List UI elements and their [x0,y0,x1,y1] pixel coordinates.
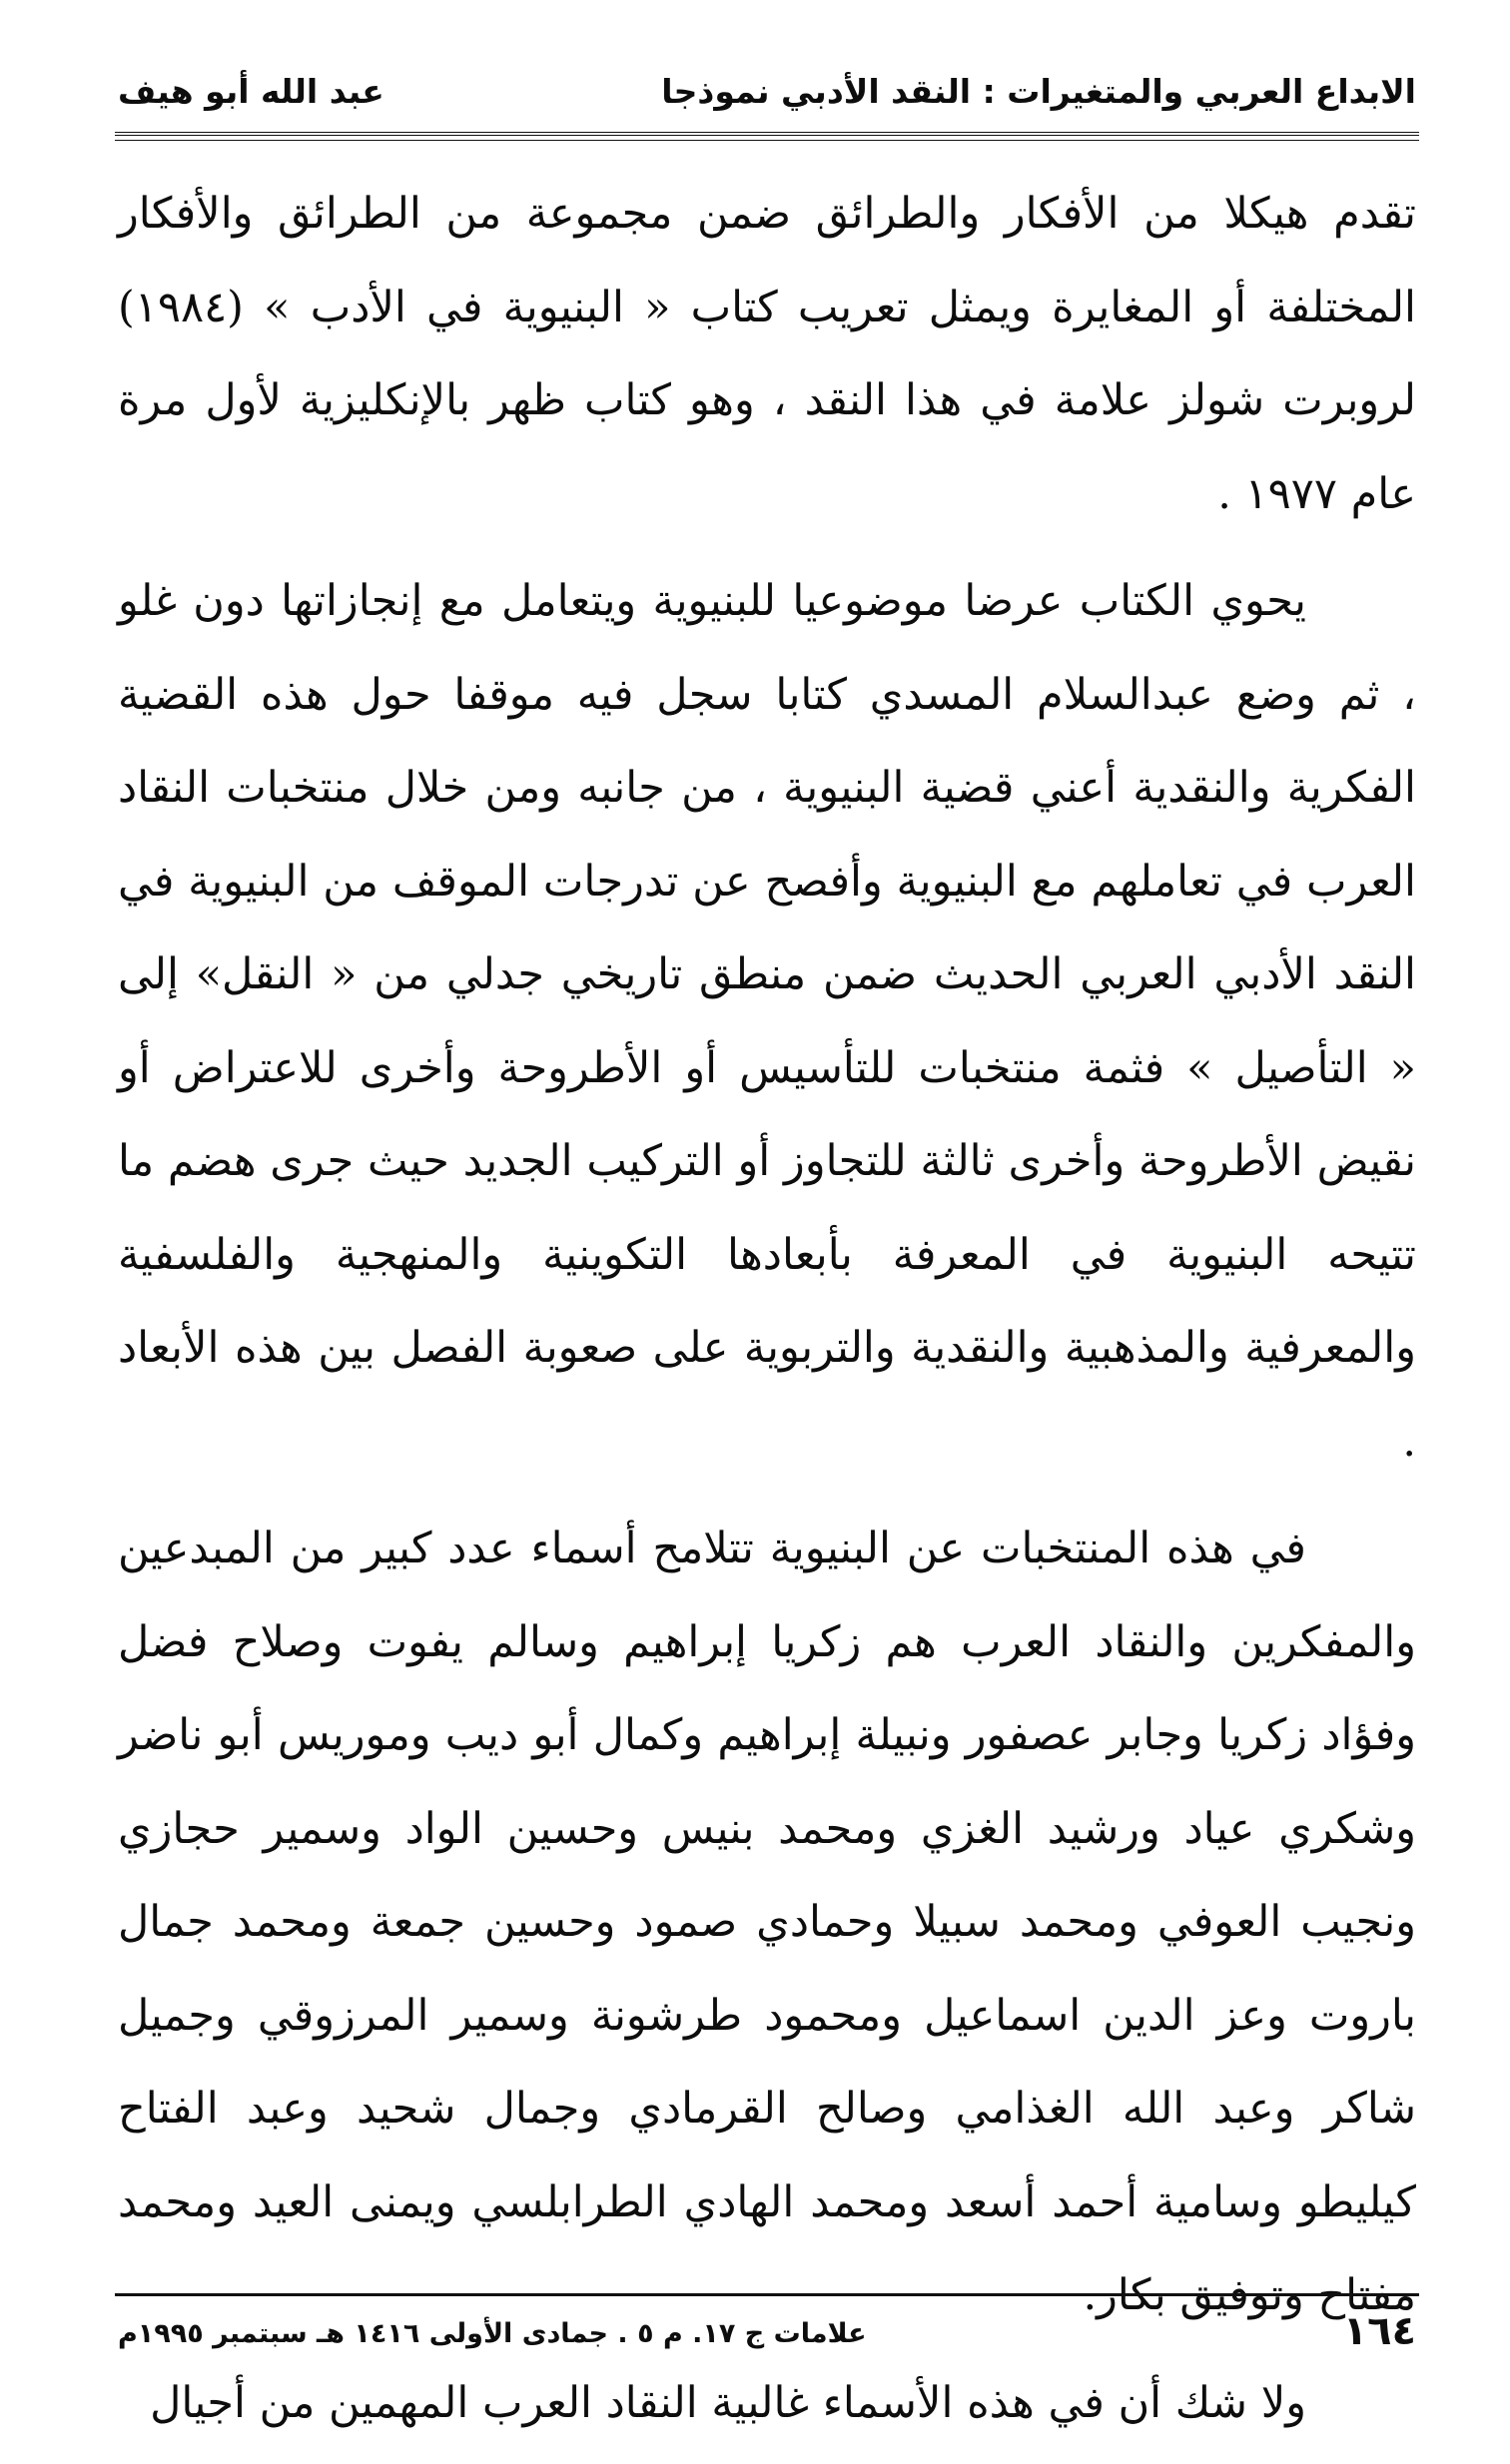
paragraph: في هذه المنتخبات عن البنيوية تتلامح أسماء عدد كبير من المبدعين والمفكرين والنقاد العرب هم زكريا إبراهيم وسالم يفوت وصلاح فضل وفؤاد زكريا وجابر عصفور ونبيلة إبراهيم وكمال أبو ديب وموريس أبو ناضر وشكري عياد ورشيد الغزي ومحمد بنيس وحسين الواد وسمير حجازي ونجيب العوفي ومحمد سبيلا وحمادي صمود وحسين جمعة ومحمد جمال باروت وعز الدين اسماعيل ومحمود طرشونة وسمير المرزوقي وجميل شاكر وعبد الله الغذامي وصالح القرمادي وجمال شحيد وعبد الفتاح كيليطو وسامية أحمد أسعد ومحمد الهادي الطرابلسي ويمنى العيد ومحمد مفتاح وتوفيق بكار. [118,1524,1416,2320]
running-footer [118,2308,1416,2364]
running-header [118,72,1416,122]
series-title: الابداع العربي والمتغيرات : النقد الأدبي نموذجا [661,72,1416,111]
journal-info: علامات ج ١٧. م ٥ . جمادى الأولى ١٤١٦ هـ سبتمبر ١٩٩٥م [118,2318,867,2349]
header-rule [115,132,1419,136]
paragraph: ولا شك أن في هذه الأسماء غالبية النقاد العرب المهمين من أجيال [150,2377,1306,2428]
author-name: عبد الله أبو هيف [118,72,384,111]
paragraph: يحوي الكتاب عرضا موضوعيا للبنيوية ويتعامل مع إنجازاتها دون غلو ، ثم وضع عبدالسلام المسدي كتابا سجل فيه موقفا حول هذه القضية الفكرية والنقدية أعني قضية البنيوية ، من جانبه ومن خلال منتخبات النقاد العرب في تعاملهم مع البنيوية وأفصح عن تدرجات الموقف من البنيوية في النقد الأدبي العربي الحديث ضمن منطق تاريخي جدلي من « النقل» إلى « التأصيل » فثمة منتخبات للتأسيس أو الأطروحة وأخرى للاعتراض أو نقيض الأطروحة وأخرى ثالثة للتجاوز أو التركيب الجديد حيث جرى هضم ما تتيحه البنيوية في المعرفة بأبعادها التكوينية والمنهجية والفلسفية والمعرفية والمذهبية والنقدية والتربوية على صعوبة الفصل بين هذه الأبعاد . [118,576,1417,1467]
paragraph-continued: تقدم هيكلا من الأفكار والطرائق ضمن مجموعة من الطرائق والأفكار المختلفة أو المغايرة ويمثل تعريب كتاب « البنيوية في الأدب » (١٩٨٤) لروبرت شولز علامة في هذا النقد ، وهو كتاب ظهر بالإنكليزية لأول مرة عام ١٩٧٧ . [118,189,1416,519]
footer-rule [115,2293,1419,2296]
page-number: ١٦٤ [1342,2308,1416,2354]
header-rule-thin [115,140,1419,141]
body-text [118,168,1416,2464]
